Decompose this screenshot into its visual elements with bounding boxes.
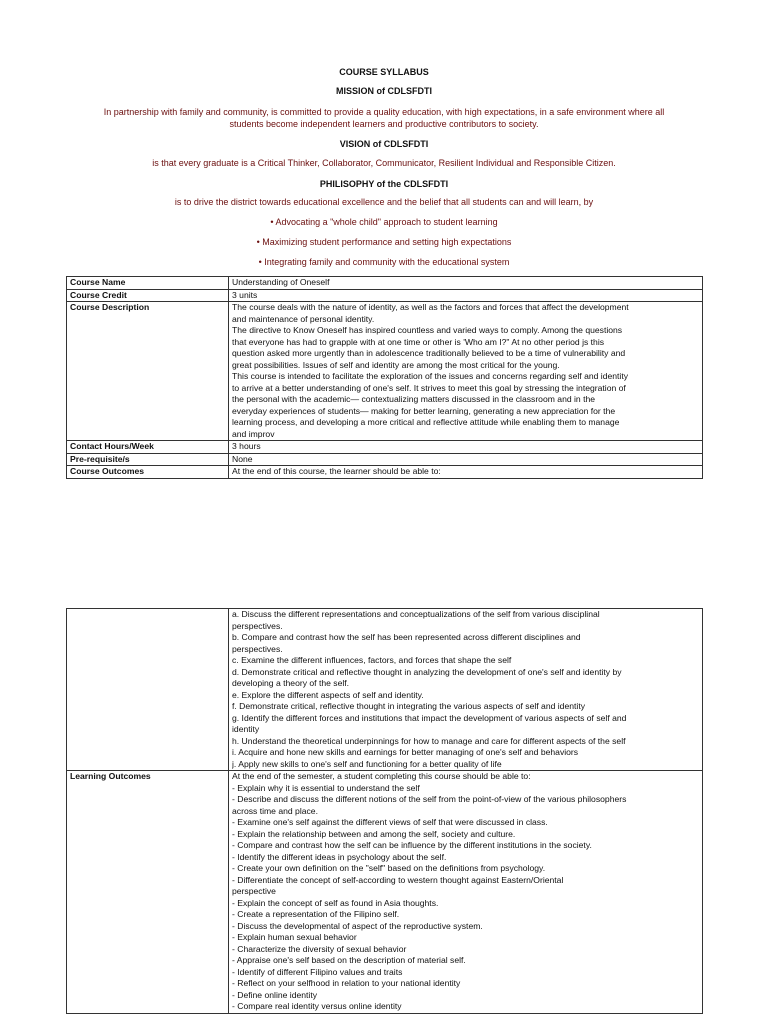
description-line: The directive to Know Oneself has inspired countless and varied ways to comply. Among the questions	[232, 325, 623, 335]
description-line: and improv	[232, 428, 275, 439]
vision-text: is that every graduate is a Critical Thinker, Collaborator, Communicator, Resilient Individual and Responsible Citizen.	[152, 158, 616, 168]
mission-text-line-2: students become independent learners and productive contributors to society.	[229, 119, 539, 129]
learning-outcome-line: - Appraise one's self based on the description of material self.	[232, 955, 466, 965]
outcome-line: c. Examine the different influences, factors, and forces that shape the self	[232, 655, 512, 665]
learning-outcome-line: - Differentiate the concept of self-according to western thought against Eastern/Oriental	[232, 874, 564, 885]
outcome-line: a. Discuss the different representations and conceptualizations of the self from various disciplinal	[232, 609, 600, 619]
learning-outcome-line: - Create a representation of the Filipino self.	[232, 909, 400, 919]
learning-outcome-line: across time and place.	[232, 805, 318, 816]
outcome-line: e. Explore the different aspects of self and identity.	[232, 689, 424, 700]
description-line: everyday experiences of students— making for better learning, generating a new appreciation for the	[232, 405, 616, 416]
page-title: COURSE SYLLABUS	[339, 67, 429, 77]
learning-outcome-line: - Describe and discuss the different notions of the self from the point-of-view of the various philosophers	[232, 794, 627, 804]
learning-outcome-line: - Explain the concept of self as found in Asia thoughts.	[232, 897, 439, 908]
course-name-value: Understanding of Oneself	[229, 277, 703, 290]
course-description-value	[229, 302, 703, 441]
learning-outcome-line: perspective	[232, 886, 276, 896]
description-line: learning process, and developing a more critical and reflective attitude while enabling them to manage	[232, 417, 620, 427]
learning-outcome-line: - Examine one's self against the different views of self that were discussed in class.	[232, 817, 548, 827]
course-credit-value: 3 units	[229, 289, 703, 302]
learning-outcome-line: - Define online identity	[232, 989, 318, 1000]
table-row	[67, 277, 703, 290]
description-line: This course is intended to facilitate the exploration of the issues and concerns regarding self and identity	[232, 371, 629, 381]
philosophy-bullet: • Advocating a "whole child" approach to student learning	[270, 217, 498, 227]
contact-hours-value: 3 hours	[229, 441, 703, 454]
learning-outcome-line: - Compare and contrast how the self can be influence by the different institutions in the society.	[232, 840, 592, 850]
learning-outcomes-label: Learning Outcomes	[67, 771, 229, 1014]
table-row	[67, 441, 703, 454]
learning-outcome-line: - Compare real identity versus online identity	[232, 1001, 402, 1011]
course-outcomes-intro: At the end of this course, the learner should be able to:	[229, 466, 703, 479]
learning-outcome-line: - Reflect on your selfhood in relation to your national identity	[232, 978, 461, 988]
description-line: The course deals with the nature of identity, as well as the factors and forces that affect the development	[232, 302, 629, 312]
learning-outcome-line: At the end of the semester, a student completing this course should be able to:	[232, 771, 531, 781]
prerequisites-label: Pre-requisite/s	[67, 453, 229, 466]
prerequisites-value: None	[229, 453, 703, 466]
learning-outcome-line: - Discuss the developmental of aspect of the reproductive system.	[232, 920, 483, 931]
outcome-line: perspectives.	[232, 643, 283, 654]
outcome-line: i. Acquire and hone new skills and earnings for better managing of one's self and behaviors	[232, 747, 579, 757]
table-row	[67, 609, 703, 771]
learning-outcome-line: - Identify of different Filipino values and traits	[232, 966, 403, 977]
description-line: and maintenance of personal identity.	[232, 313, 375, 324]
course-outcomes-label: Course Outcomes	[67, 466, 229, 479]
course-description-label: Course Description	[67, 302, 229, 441]
description-line: great possibilities. Issues of self and identity are among the most critical for the young.	[232, 359, 560, 370]
table-row	[67, 302, 703, 441]
table-row	[67, 453, 703, 466]
learning-outcome-line: - Characterize the diversity of sexual behavior	[232, 943, 407, 954]
course-credit-label: Course Credit	[67, 289, 229, 302]
learning-outcome-line: - Explain the relationship between and among the self, society and culture.	[232, 828, 516, 839]
learning-outcome-line: - Create your own definition on the "self" based on the definitions from psychology.	[232, 863, 546, 873]
philosophy-bullet: • Integrating family and community with the educational system	[258, 257, 510, 267]
table-row	[67, 771, 703, 1014]
outcome-line: perspectives.	[232, 620, 283, 631]
outcome-line: developing a theory of the self.	[232, 678, 350, 688]
outcome-line: identity	[232, 724, 260, 734]
description-line: to arrive at a better understanding of one's self. It strives to meet this goal by stressing the integration of	[232, 382, 626, 393]
outcome-line: g. Identify the different forces and institutions that impact the development of various aspects of self and	[232, 712, 627, 723]
philosophy-bullet: • Maximizing student performance and setting high expectations	[256, 237, 512, 247]
outcome-line: d. Demonstrate critical and reflective thought in analyzing the development of one's self and identity by	[232, 666, 622, 677]
outcome-line: j. Apply new skills to one's self and functioning for a better quality of life	[232, 758, 502, 769]
description-line: the personal with the academic— contextualizing matters discussed in the classroom and in the	[232, 394, 596, 404]
table-row	[67, 466, 703, 479]
contact-hours-label: Contact Hours/Week	[67, 441, 229, 454]
description-line: question asked more urgently than in adolescence traditionally believed to be a time of vulnerability and	[232, 348, 626, 358]
mission-heading: MISSION of CDLSFDTI	[336, 86, 432, 96]
table-row	[67, 289, 703, 302]
mission-text-line-1: In partnership with family and community, is committed to provide a quality education, with high expectations, in a safe environment where all	[103, 107, 665, 117]
vision-heading: VISION of CDLSFDTI	[339, 139, 429, 149]
course-outcomes-label-cell	[67, 609, 229, 771]
description-line: that everyone has had to grapple with at one time or other is 'Who am I?" At no other period js this	[232, 336, 605, 347]
outcomes-table	[66, 608, 703, 1014]
philosophy-heading: PHILISOPHY of the CDLSFDTI	[319, 179, 449, 189]
outcome-line: h. Understand the theoretical underpinnings for how to manage and care for different aspects of the self	[232, 735, 626, 746]
learning-outcome-line: - Explain why it is essential to understand the self	[232, 782, 420, 793]
learning-outcome-line: - Identify the different ideas in psychology about the self.	[232, 851, 447, 862]
course-outcomes-list	[229, 609, 703, 771]
outcome-line: b. Compare and contrast how the self has been represented across different disciplines and	[232, 632, 581, 642]
learning-outcomes-list	[229, 771, 703, 1014]
outcome-line: f. Demonstrate critical, reflective thought in integrating the various aspects of self and identity	[232, 701, 586, 711]
course-name-label: Course Name	[67, 277, 229, 290]
learning-outcome-line: - Explain human sexual behavior	[232, 932, 357, 942]
course-info-table	[66, 276, 703, 479]
philosophy-text: is to drive the district towards educational excellence and the belief that all students can and will learn, by	[174, 197, 594, 207]
